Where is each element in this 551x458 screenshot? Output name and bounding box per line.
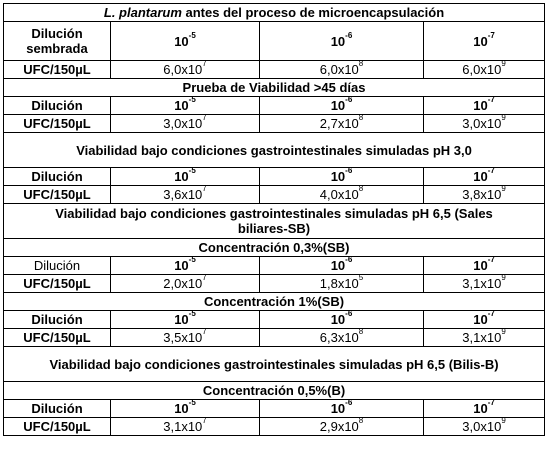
dilution-value — [111, 168, 260, 186]
ufc-mantissa: 3,0x10 — [462, 419, 502, 434]
dilution-exponent: -5 — [188, 30, 196, 40]
ufc-value — [424, 329, 545, 347]
dilution-label: Dilución — [4, 257, 111, 275]
dilution-base: 10 — [174, 258, 189, 273]
ufc-value — [111, 186, 260, 204]
ufc-value — [111, 418, 260, 436]
section-header-row — [4, 79, 545, 97]
dilution-value — [111, 22, 260, 61]
ufc-exponent: 9 — [501, 328, 506, 336]
dilution-value — [424, 97, 545, 115]
section-header-row — [4, 239, 545, 257]
ufc-value — [111, 115, 260, 133]
dilution-base: 10 — [174, 401, 189, 416]
ufc-mantissa: 3,5x10 — [163, 330, 203, 345]
dilution-label: Dilución — [4, 311, 111, 329]
ufc-mantissa: 2,7x10 — [319, 116, 359, 131]
dilution-row — [4, 400, 545, 418]
dilution-exponent: -5 — [188, 96, 196, 104]
section-header: Concentración 0,3%(SB) — [4, 239, 545, 257]
dilution-value — [424, 22, 545, 61]
dilution-base: 10 — [330, 169, 346, 184]
dilution-label: Dilución — [4, 168, 111, 186]
ufc-mantissa: 6,0x10 — [319, 62, 359, 77]
ufc-value — [424, 61, 545, 79]
dilution-exponent: -6 — [345, 96, 353, 104]
ufc-row — [4, 115, 545, 133]
dilution-exponent: -5 — [188, 310, 196, 318]
section-header: Concentración 0,5%(B) — [4, 382, 545, 400]
ufc-label: UFC/150µL — [4, 329, 111, 347]
ufc-value — [260, 275, 424, 293]
dilution-value — [260, 400, 424, 418]
dilution-value — [111, 257, 260, 275]
ufc-exponent: 7 — [202, 60, 207, 68]
ufc-value — [424, 186, 545, 204]
dilution-exponent: -7 — [487, 96, 495, 104]
section-header: Prueba de Viabilidad >45 días — [4, 79, 545, 97]
section-header-row — [4, 382, 545, 400]
dilution-value — [424, 257, 545, 275]
ufc-value — [111, 61, 260, 79]
ufc-value — [424, 418, 545, 436]
dilution-base: 10 — [473, 401, 488, 416]
section-header: Viabilidad bajo condiciones gastrointestinales simuladas pH 3,0 — [4, 133, 545, 168]
dilution-exponent: -6 — [345, 167, 353, 175]
ufc-exponent: 8 — [358, 417, 364, 425]
ufc-exponent: 7 — [202, 274, 207, 282]
ufc-exponent: 8 — [358, 60, 364, 68]
ufc-mantissa: 6,3x10 — [319, 330, 359, 345]
dilution-base: 10 — [473, 312, 488, 327]
dilution-base: 10 — [473, 169, 488, 184]
ufc-exponent: 8 — [358, 185, 364, 193]
dilution-row — [4, 22, 545, 61]
section-header: Viabilidad bajo condiciones gastrointestinales simuladas pH 6,5 (Bilis-B) — [4, 347, 545, 382]
ufc-mantissa: 2,9x10 — [319, 419, 359, 434]
ufc-value — [260, 115, 424, 133]
ufc-exponent: 9 — [501, 60, 506, 68]
dilution-row — [4, 311, 545, 329]
ufc-value — [111, 329, 260, 347]
ufc-mantissa: 3,1x10 — [462, 330, 502, 345]
ufc-value — [260, 186, 424, 204]
dilution-value — [111, 400, 260, 418]
dilution-value — [260, 311, 424, 329]
table-title-row — [4, 4, 545, 22]
dilution-row — [4, 168, 545, 186]
ufc-label: UFC/150µL — [4, 418, 111, 436]
ufc-value — [260, 418, 424, 436]
dilution-exponent: -7 — [487, 167, 495, 175]
ufc-exponent: 9 — [501, 114, 506, 122]
dilution-base: 10 — [330, 258, 346, 273]
dilution-exponent: -7 — [487, 399, 495, 407]
dilution-value — [424, 400, 545, 418]
ufc-label: UFC/150µL — [4, 186, 111, 204]
section-header-row — [4, 347, 545, 382]
dilution-value — [260, 22, 424, 61]
dilution-exponent: -5 — [188, 256, 196, 264]
ufc-exponent: 7 — [202, 328, 207, 336]
dilution-exponent: -6 — [345, 399, 353, 407]
ufc-exponent: 8 — [358, 114, 364, 122]
ufc-row — [4, 418, 545, 436]
ufc-mantissa: 4,0x10 — [319, 187, 359, 202]
ufc-mantissa: 2,0x10 — [163, 276, 203, 291]
section-header-row — [4, 133, 545, 168]
section-header-row — [4, 293, 545, 311]
ufc-value — [424, 115, 545, 133]
dilution-exponent: -7 — [487, 256, 495, 264]
ufc-exponent: 7 — [202, 417, 207, 425]
ufc-row — [4, 329, 545, 347]
ufc-exponent: 9 — [501, 185, 506, 193]
dilution-base: 10 — [330, 401, 346, 416]
dilution-base: 10 — [473, 98, 488, 113]
dilution-exponent: -6 — [345, 30, 353, 40]
dilution-value — [424, 311, 545, 329]
dilution-value — [260, 168, 424, 186]
dilution-base: 10 — [473, 258, 488, 273]
viability-table — [3, 3, 545, 436]
dilution-base: 10 — [330, 33, 346, 49]
dilution-label: Dilución — [4, 400, 111, 418]
dilution-value — [260, 97, 424, 115]
dilution-base: 10 — [174, 33, 189, 49]
ufc-value — [424, 275, 545, 293]
ufc-exponent: 9 — [501, 274, 506, 282]
ufc-mantissa: 3,1x10 — [163, 419, 203, 434]
ufc-label: UFC/150µL — [4, 61, 111, 79]
dilution-value — [111, 311, 260, 329]
section-header-row — [4, 204, 545, 239]
dilution-base: 10 — [473, 33, 488, 49]
dilution-exponent: -7 — [487, 30, 495, 40]
ufc-mantissa: 3,6x10 — [163, 187, 203, 202]
dilution-exponent: -7 — [487, 310, 495, 318]
dilution-row — [4, 257, 545, 275]
dilution-base: 10 — [174, 169, 189, 184]
ufc-exponent: 8 — [358, 328, 364, 336]
dilution-base: 10 — [330, 312, 346, 327]
ufc-mantissa: 6,0x10 — [462, 62, 502, 77]
dilution-exponent: -6 — [345, 256, 353, 264]
dilution-exponent: -6 — [345, 310, 353, 318]
table-title-species: L. plantarum — [103, 5, 182, 20]
ufc-mantissa: 3,0x10 — [163, 116, 203, 131]
ufc-mantissa: 3,0x10 — [462, 116, 502, 131]
dilution-label: Dilución — [4, 97, 111, 115]
ufc-row — [4, 275, 545, 293]
ufc-row — [4, 61, 545, 79]
dilution-label: Dilución sembrada — [4, 22, 111, 61]
table-title-rest: antes del proceso de microencapsulación — [181, 5, 445, 20]
dilution-exponent: -5 — [188, 167, 196, 175]
section-header: Concentración 1%(SB) — [4, 293, 545, 311]
dilution-value — [260, 257, 424, 275]
ufc-exponent: 9 — [501, 417, 506, 425]
ufc-value — [260, 329, 424, 347]
table-title — [4, 4, 545, 22]
section-header: Viabilidad bajo condiciones gastrointestinales simuladas pH 6,5 (Sales biliares-SB) — [4, 204, 545, 239]
dilution-base: 10 — [174, 312, 189, 327]
ufc-exponent: 7 — [202, 114, 207, 122]
dilution-value — [111, 97, 260, 115]
ufc-exponent: 5 — [358, 274, 364, 282]
ufc-row — [4, 186, 545, 204]
dilution-row — [4, 97, 545, 115]
dilution-base: 10 — [174, 98, 189, 113]
ufc-mantissa: 3,1x10 — [462, 276, 502, 291]
ufc-mantissa: 6,0x10 — [163, 62, 203, 77]
ufc-value — [260, 61, 424, 79]
ufc-label: UFC/150µL — [4, 275, 111, 293]
ufc-mantissa: 1,8x10 — [319, 276, 359, 291]
ufc-label: UFC/150µL — [4, 115, 111, 133]
ufc-mantissa: 3,8x10 — [462, 187, 502, 202]
ufc-exponent: 7 — [202, 185, 207, 193]
ufc-value — [111, 275, 260, 293]
dilution-exponent: -5 — [188, 399, 196, 407]
dilution-base: 10 — [330, 98, 346, 113]
dilution-value — [424, 168, 545, 186]
